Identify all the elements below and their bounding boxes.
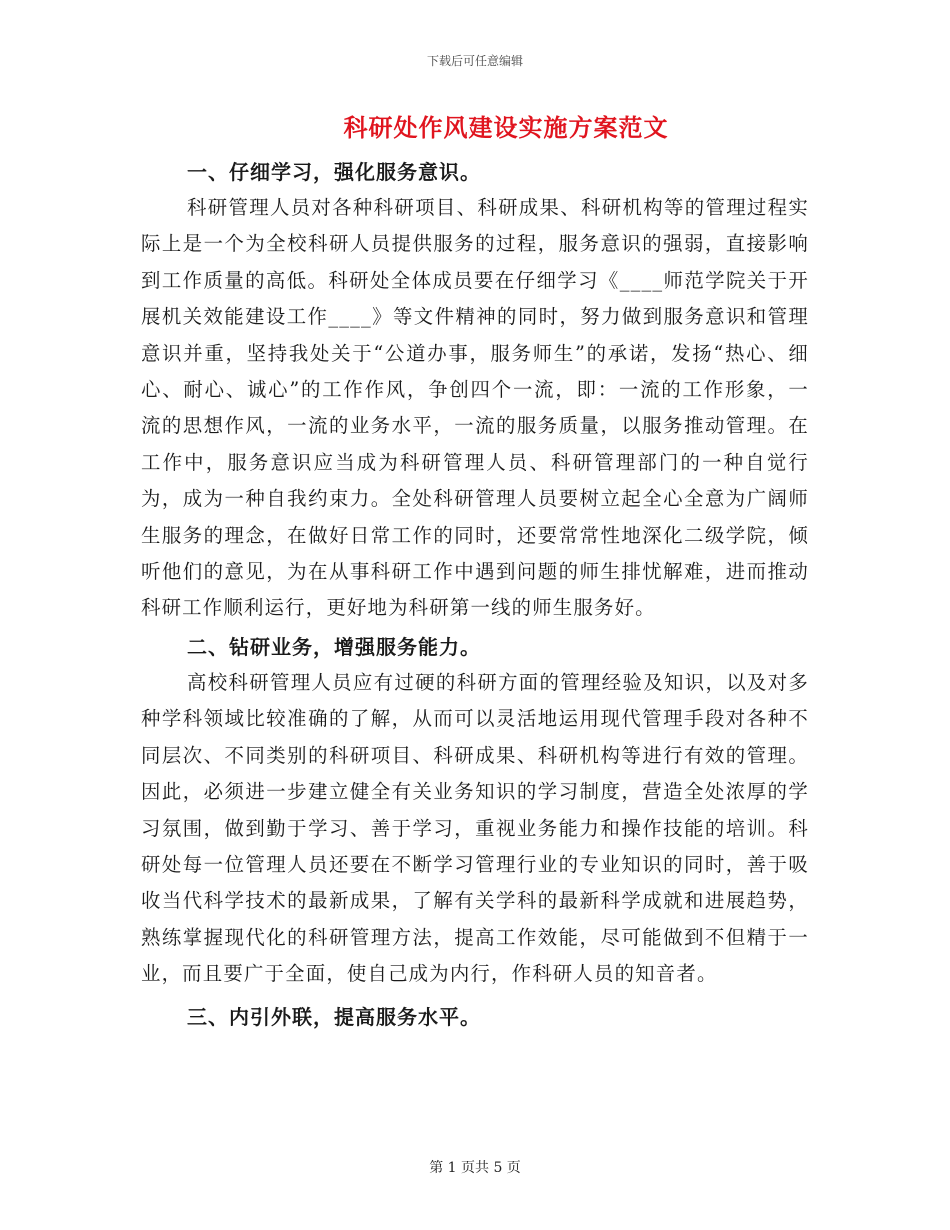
- section-heading-1: 一、仔细学习，强化服务意识。: [187, 160, 481, 184]
- section-paragraph-2: 高校科研管理人员应有过硬的科研方面的管理经验及知识，以及对多种学科领域比较准确的了解，从而可以灵活地运用现代管理手段对各种不同层次、不同类别的科研项目、科研成果、科研机构等进行有效的管理。因此，必须进一步建立健全有关业务知识的学习制度，营造全处浓厚的学习氛围，做到勤于学习、善于学习，重视业务能力和操作技能的培训。科研处每一位管理人员还要在不断学习管理行业的专业知识的同时，善于吸收当代科学技术的最新成果，了解有关学科的最新科学成就和进展趋势，熟练掌握现代化的科研管理方法，提高工作效能，尽可能做到不但精于一业，而且要广于全面，使自己成为内行，作科研人员的知音者。: [141, 670, 809, 986]
- document-title: 科研处作风建设实施方案范文: [343, 113, 669, 142]
- section-paragraph-1: 科研管理人员对各种科研项目、科研成果、科研机构等的管理过程实际上是一个为全校科研人员提供服务的过程，服务意识的强弱，直接影响到工作质量的高低。科研处全体成员要在仔细学习《____师范学院关于开展机关效能建设工作____》等文件精神的同时，努力做到服务意识和管理意识并重，坚持我处关于“公道办事，服务师生”的承诺，发扬“热心、细心、耐心、诚心”的工作作风，争创四个一流，即：一流的工作形象，一流的思想作风，一流的业务水平，一流的服务质量，以服务推动管理。在工作中，服务意识应当成为科研管理人员、科研管理部门的一种自觉行为，成为一种自我约束力。全处科研管理人员要树立起全心全意为广阔师生服务的理念，在做好日常工作的同时，还要常常性地深化二级学院，倾听他们的意见，为在从事科研工作中遇到问题的师生排忧解难，进而推动科研工作顺利运行，更好地为科研第一线的师生服务好。: [141, 196, 809, 620]
- page-footer: 第 1 页共 5 页: [429, 1160, 521, 1176]
- section-heading-2: 二、钻研业务，增强服务能力。: [187, 634, 481, 659]
- header-note: 下载后可任意编辑: [426, 54, 523, 68]
- section-heading-3: 三、内引外联，提高服务水平。: [187, 1004, 481, 1029]
- document-body: [141, 108, 809, 1035]
